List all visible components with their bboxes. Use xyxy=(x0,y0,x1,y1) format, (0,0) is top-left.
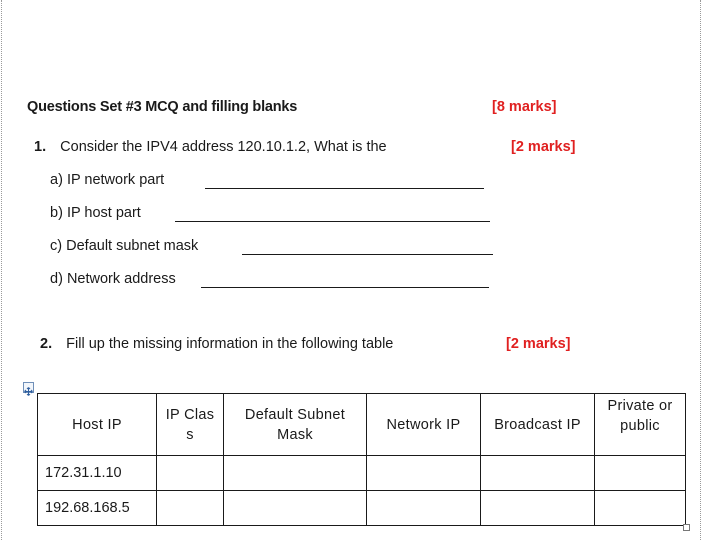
answer-blank-c[interactable] xyxy=(242,254,493,255)
part-d-text: Network address xyxy=(66,271,176,287)
page-margin-left xyxy=(1,0,2,540)
part-c-text: Default subnet mask xyxy=(66,238,199,254)
question-1-number: 1. xyxy=(34,139,47,155)
question-2 xyxy=(40,336,393,352)
table-move-handle[interactable] xyxy=(23,382,34,393)
cell-host-ip: 192.68.168.5 xyxy=(38,491,157,526)
header-host-ip: Host IP xyxy=(38,394,157,456)
part-d-label: d) xyxy=(50,271,63,287)
section-marks: [8 marks] xyxy=(492,99,557,115)
section-title: Questions Set #3 MCQ and filling blanks xyxy=(27,99,298,115)
question-1-part-b xyxy=(50,205,141,221)
header-broadcast-ip: Broadcast IP xyxy=(481,394,595,456)
cell-broadcast-ip[interactable] xyxy=(481,456,595,491)
header-ip-class: IP Clas s xyxy=(157,394,224,456)
table-row xyxy=(38,491,686,526)
cell-host-ip: 172.31.1.10 xyxy=(38,456,157,491)
question-2-marks: [2 marks] xyxy=(506,336,571,352)
question-2-number: 2. xyxy=(40,336,53,352)
part-a-text: IP network part xyxy=(66,172,165,188)
cell-default-subnet-mask[interactable] xyxy=(224,491,367,526)
cell-default-subnet-mask[interactable] xyxy=(224,456,367,491)
question-1-part-a xyxy=(50,172,164,188)
cell-private-or-public[interactable] xyxy=(595,491,686,526)
question-1-marks: [2 marks] xyxy=(511,139,576,155)
part-a-label: a) xyxy=(50,172,63,188)
table-header-row xyxy=(38,394,686,456)
cell-network-ip[interactable] xyxy=(367,456,481,491)
part-b-text: IP host part xyxy=(66,205,141,221)
ip-info-table xyxy=(37,393,686,526)
answer-blank-a[interactable] xyxy=(205,188,484,189)
question-1-part-d xyxy=(50,271,176,287)
question-1-part-c xyxy=(50,238,198,254)
part-b-label: b) xyxy=(50,205,63,221)
header-private-or-public: Private or public xyxy=(595,394,686,456)
header-network-ip: Network IP xyxy=(367,394,481,456)
cell-ip-class[interactable] xyxy=(157,456,224,491)
page-margin-right xyxy=(700,0,701,540)
table-row xyxy=(38,456,686,491)
question-1 xyxy=(34,139,387,155)
part-c-label: c) xyxy=(50,238,63,254)
header-default-subnet-mask: Default Subnet Mask xyxy=(224,394,367,456)
answer-blank-d[interactable] xyxy=(201,287,489,288)
cell-ip-class[interactable] xyxy=(157,491,224,526)
cell-network-ip[interactable] xyxy=(367,491,481,526)
question-1-text: Consider the IPV4 address 120.10.1.2, What is the xyxy=(60,139,387,155)
move-arrows-icon xyxy=(24,387,33,396)
question-2-text: Fill up the missing information in the following table xyxy=(66,336,394,352)
cell-private-or-public[interactable] xyxy=(595,456,686,491)
table-resize-handle[interactable] xyxy=(683,524,690,531)
answer-blank-b[interactable] xyxy=(175,221,490,222)
cell-broadcast-ip[interactable] xyxy=(481,491,595,526)
